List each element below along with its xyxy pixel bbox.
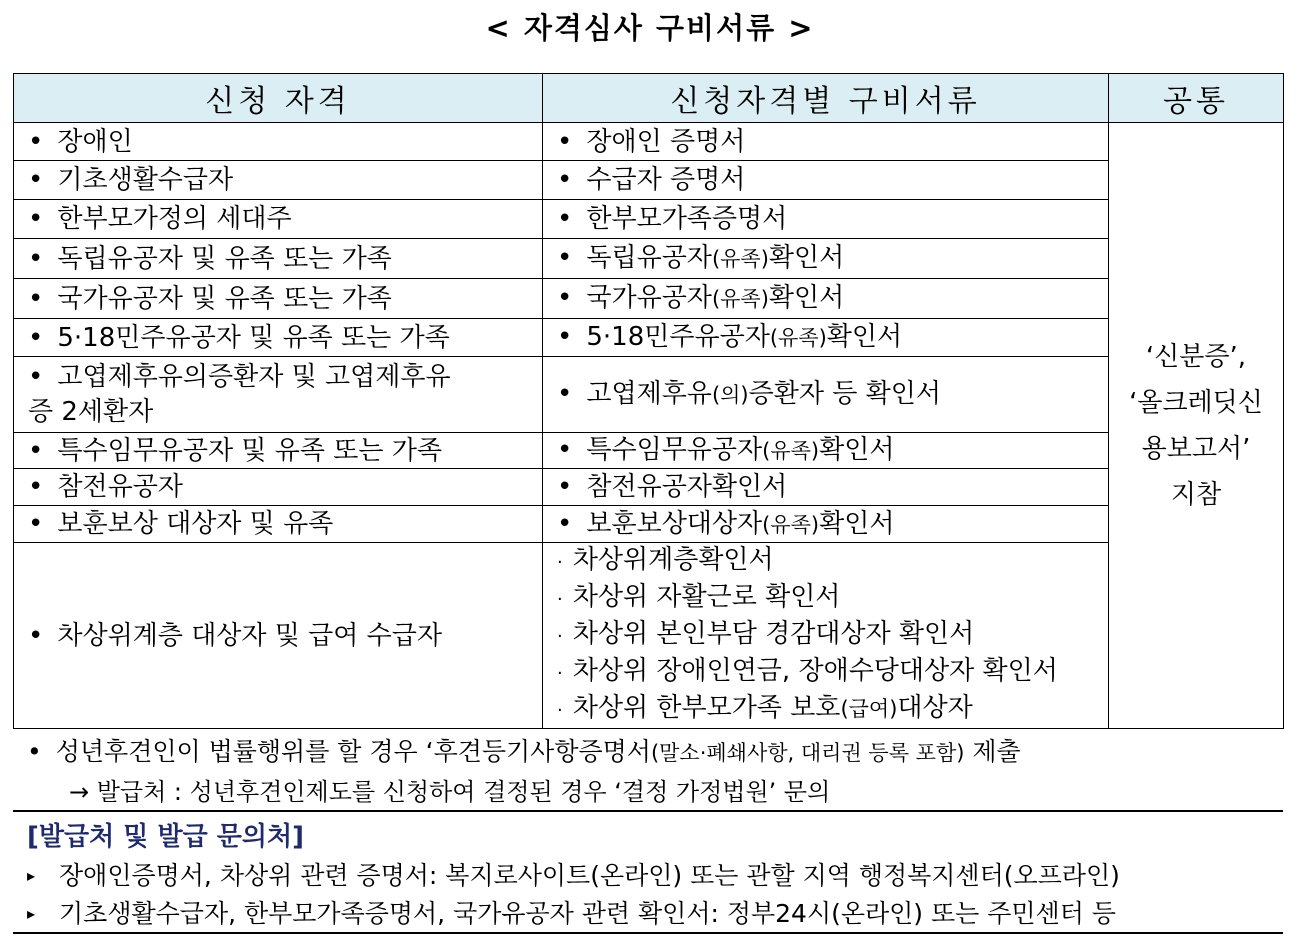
table-row xyxy=(14,543,1284,729)
table-header-row xyxy=(14,74,1284,123)
table-row xyxy=(14,319,1284,357)
document-subitem: · 차상위계층확인서 xyxy=(557,543,1108,580)
document-text: • 보훈보상대상자(유족)확인서 xyxy=(557,509,894,539)
qualification-text: • 독립유공자 및 유족 또는 가족 xyxy=(28,244,392,274)
document-subitem: · 차상위 본인부담 경감대상자 확인서 xyxy=(557,617,1108,654)
common-line: 용보고서’ xyxy=(1141,433,1251,464)
document-cell xyxy=(543,239,1109,279)
document-text: • 5·18민주유공자(유족)확인서 xyxy=(557,322,902,352)
document-text: • 한부모가족증명서 xyxy=(557,204,787,234)
qualification-text: • 특수임무유공자 및 유족 또는 가족 xyxy=(28,436,442,466)
guardian-note-line: • 성년후견인이 법률행위를 할 경우 ‘후견등기사항증명서(말소·폐쇄사항, 대리권 등록 포함) 제출 xyxy=(27,732,1021,768)
document-cell xyxy=(543,506,1109,543)
document-text: • 수급자 증명서 xyxy=(557,165,745,195)
table-row xyxy=(14,123,1284,161)
document-subitem: · 차상위 한부모가족 보호(급여)대상자 xyxy=(557,691,1108,728)
issuer-item: ▸ 기초생활수급자, 한부모가족증명서, 국가유공자 관련 확인서: 정부24시(온라인) 또는 주민센터 등 xyxy=(27,894,1116,930)
common-line: ‘올크레딧신 xyxy=(1129,387,1263,418)
document-cell xyxy=(543,543,1109,729)
qualification-text: • 한부모가정의 세대주 xyxy=(28,204,292,234)
qualification-cell xyxy=(14,506,543,543)
qualification-text: • 보훈보상 대상자 및 유족 xyxy=(28,509,333,539)
document-subitem: · 차상위 자활근로 확인서 xyxy=(557,580,1108,617)
qualification-cell xyxy=(14,123,543,161)
document-cell xyxy=(543,279,1109,319)
qualification-text: • 기초생활수급자 xyxy=(28,165,233,195)
document-cell xyxy=(543,319,1109,357)
document-cell xyxy=(543,161,1109,200)
document-text: • 독립유공자(유족)확인서 xyxy=(557,243,844,273)
qualification-cell xyxy=(14,239,543,279)
qualification-cell xyxy=(14,469,543,506)
qualification-text: • 5·18민주유공자 및 유족 또는 가족 xyxy=(28,323,450,353)
issuer-section xyxy=(13,812,1283,934)
qualification-cell xyxy=(14,543,543,729)
document-text: • 장애인 증명서 xyxy=(557,127,745,157)
document-cell xyxy=(543,357,1109,433)
document-cell xyxy=(543,123,1109,161)
table-row xyxy=(14,469,1284,506)
qualification-text: • 참전유공자 xyxy=(28,472,183,502)
qualification-cell xyxy=(14,357,543,433)
qualification-text: • 국가유공자 및 유족 또는 가족 xyxy=(28,284,392,314)
qualification-cell xyxy=(14,161,543,200)
document-text: • 고엽제후유(의)증환자 등 확인서 xyxy=(557,379,941,409)
document-text: • 국가유공자(유족)확인서 xyxy=(557,283,844,313)
header-qualification: 신청 자격 xyxy=(14,74,543,123)
qualification-text: • 장애인 xyxy=(28,127,133,157)
table-row xyxy=(14,279,1284,319)
qualification-text: • 차상위계층 대상자 및 급여 수급자 xyxy=(28,621,442,651)
common-cell xyxy=(1109,123,1284,729)
guardian-note-arrow-line: → 발급처 : 성년후견인제도를 신청하여 결정된 경우 ‘결정 가정법원’ 문의 xyxy=(69,778,831,806)
common-line: ‘신분증’, xyxy=(1145,341,1247,372)
document-cell xyxy=(543,469,1109,506)
required-documents-table xyxy=(13,73,1284,729)
document-text: • 특수임무유공자(유족)확인서 xyxy=(557,435,894,465)
issuer-item: ▸ 장애인증명서, 차상위 관련 증명서: 복지로사이트(온라인) 또는 관할 지역 행정복지센터(오프라인) xyxy=(27,856,1120,892)
table-row xyxy=(14,357,1284,433)
table-row xyxy=(14,239,1284,279)
issuer-heading: [발급처 및 발급 문의처] xyxy=(27,822,304,852)
qualification-cell xyxy=(14,279,543,319)
page-title: < 자격심사 구비서류 > xyxy=(485,11,815,45)
table-row xyxy=(14,506,1284,543)
header-common: 공통 xyxy=(1109,74,1284,123)
common-line: 지참 xyxy=(1170,479,1222,510)
qualification-text-cont: 증 2세환자 xyxy=(28,396,154,427)
header-documents: 신청자격별 구비서류 xyxy=(543,74,1109,123)
qualification-text: • 고엽제후유의증환자 및 고엽제후유 xyxy=(28,360,542,395)
document-cell xyxy=(543,433,1109,469)
guardian-note xyxy=(13,726,1283,812)
document-text: • 참전유공자확인서 xyxy=(557,472,787,502)
table-row xyxy=(14,433,1284,469)
document-cell xyxy=(543,200,1109,239)
qualification-cell xyxy=(14,200,543,239)
table-row xyxy=(14,200,1284,239)
qualification-cell xyxy=(14,433,543,469)
table-row xyxy=(14,161,1284,200)
qualification-cell xyxy=(14,319,543,357)
document-subitem: · 차상위 장애인연금, 장애수당대상자 확인서 xyxy=(557,654,1108,691)
